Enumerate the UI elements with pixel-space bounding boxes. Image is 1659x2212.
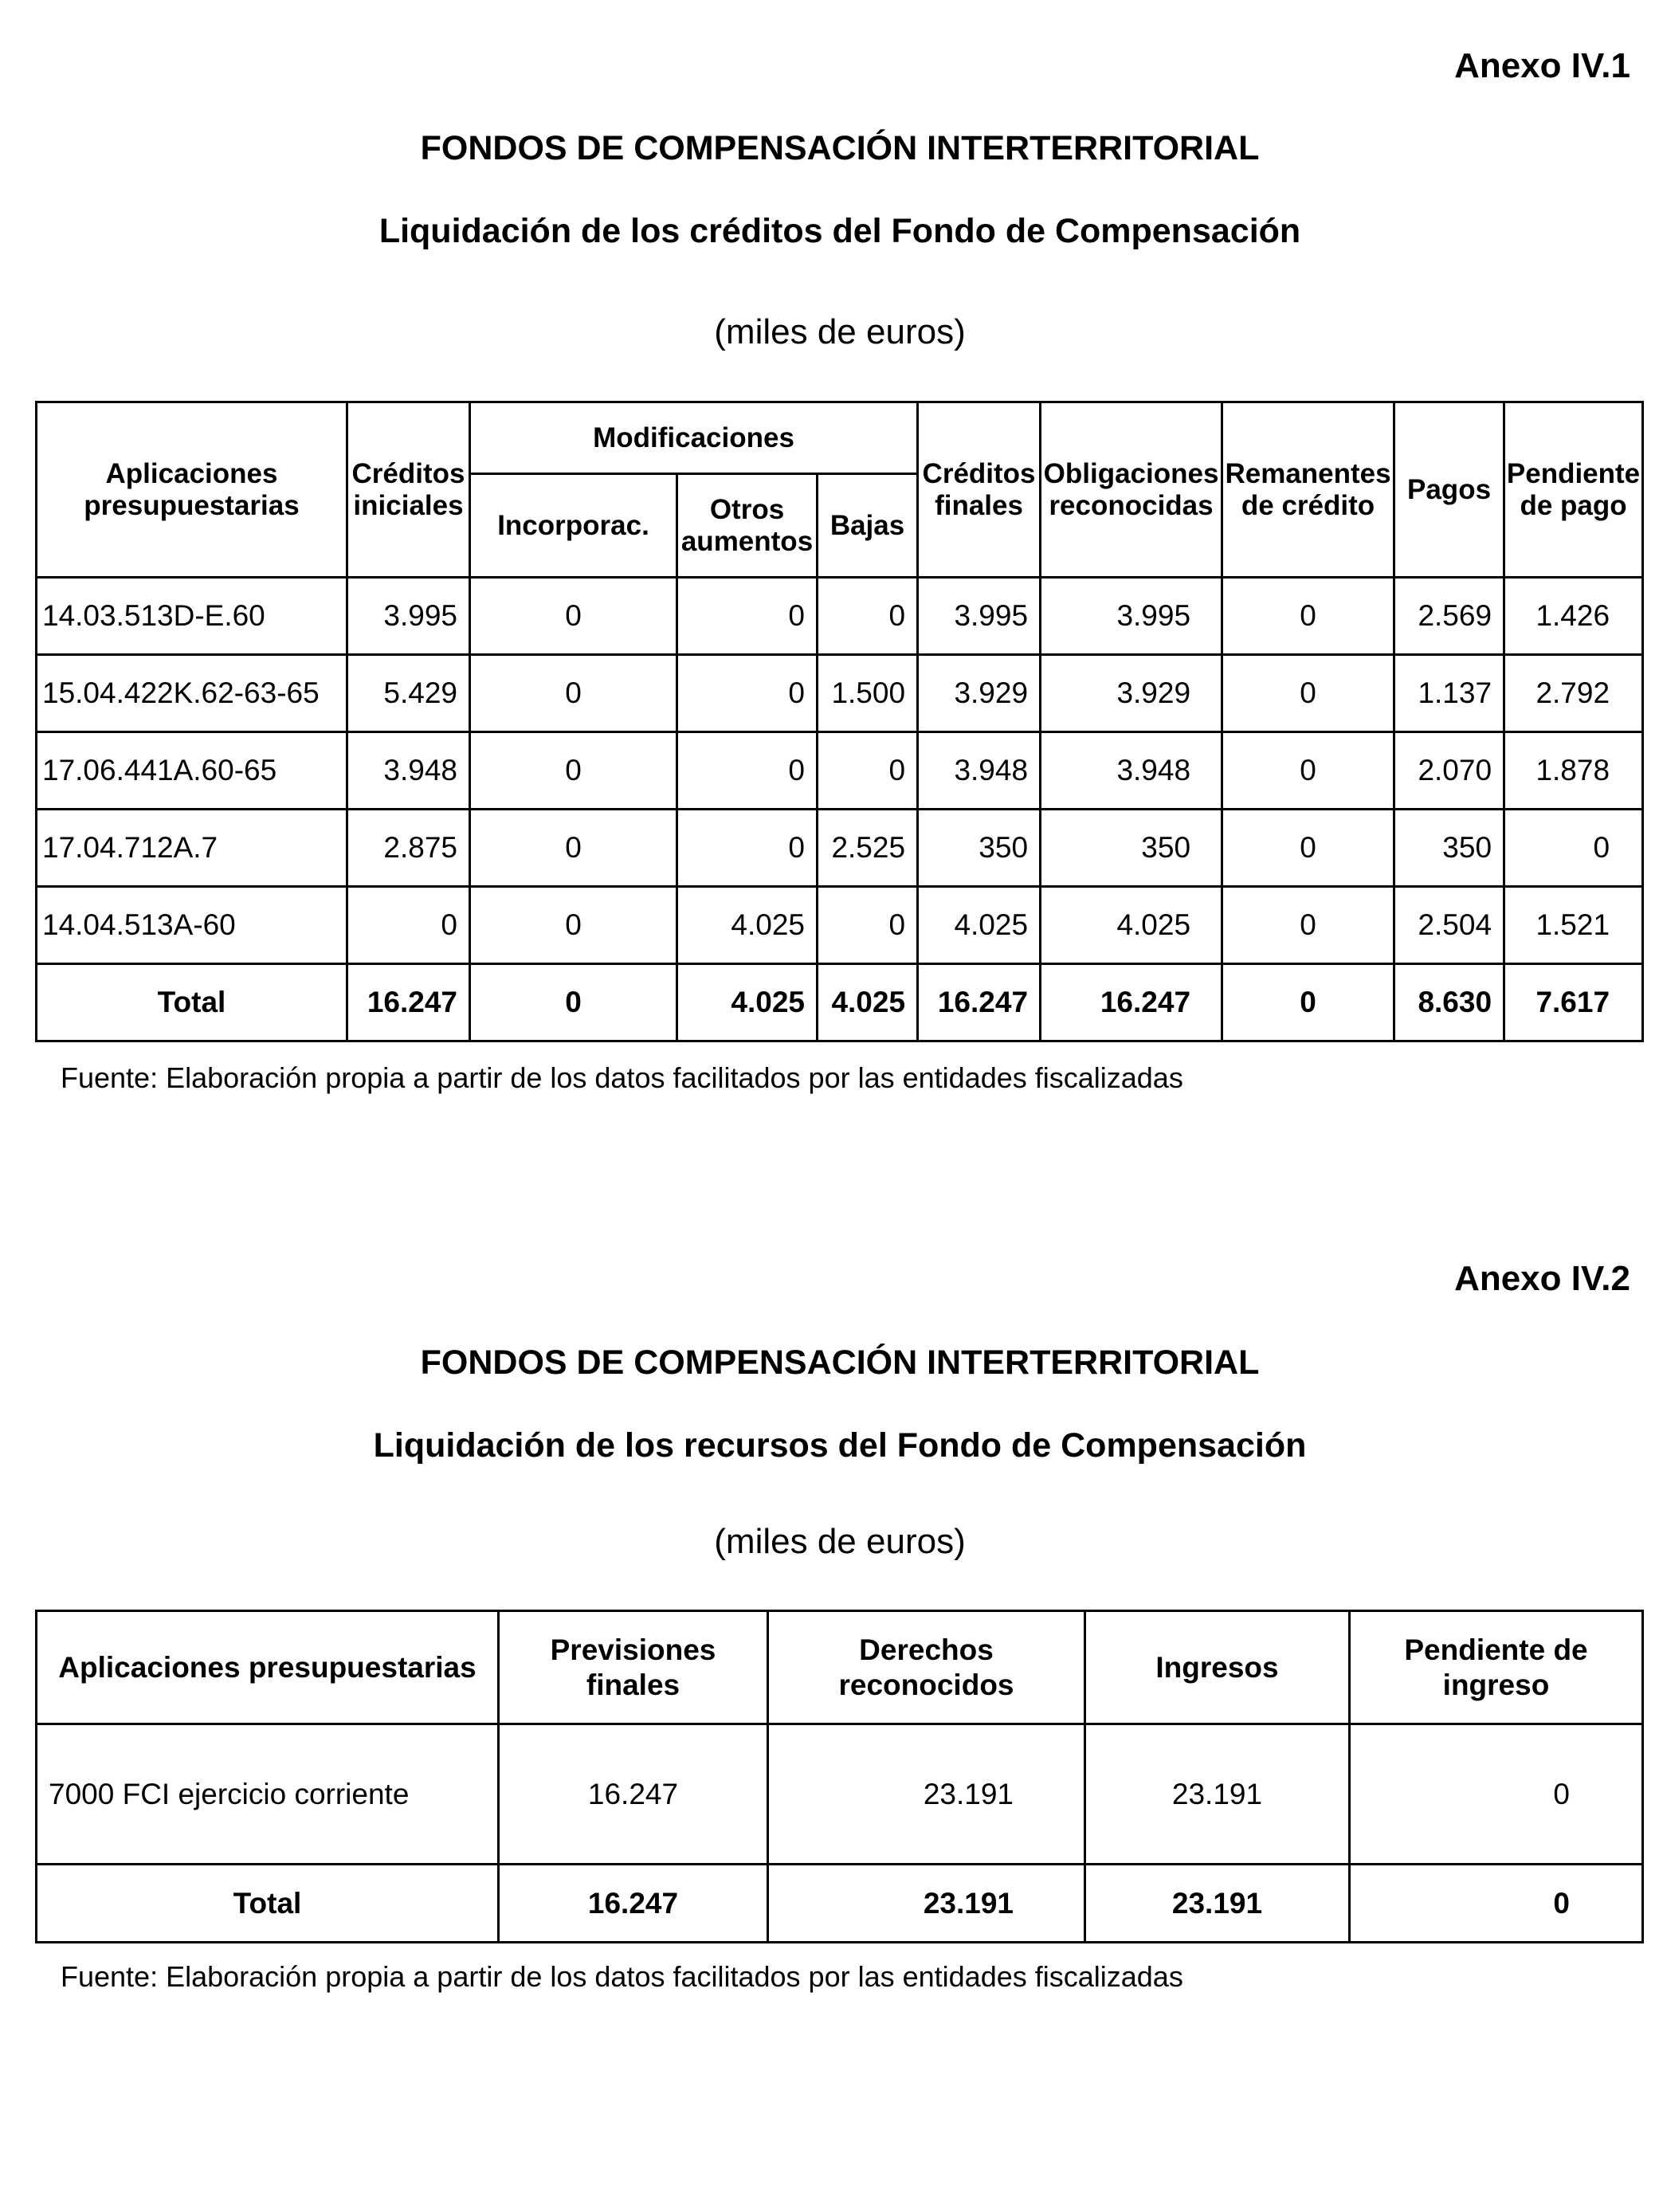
header-creditos-finales: Créditos finales bbox=[918, 402, 1041, 578]
cell-total-incorporac: 0 bbox=[470, 964, 677, 1041]
cell-incorporac: 0 bbox=[470, 655, 677, 732]
cell-iniciales: 3.995 bbox=[347, 578, 470, 655]
cell-aplicacion: 14.04.513A-60 bbox=[37, 887, 347, 964]
cell-iniciales: 0 bbox=[347, 887, 470, 964]
annex-2-units: (miles de euros) bbox=[714, 1522, 966, 1561]
cell-finales: 4.025 bbox=[918, 887, 1041, 964]
cell-aplicacion: 17.06.441A.60-65 bbox=[37, 732, 347, 810]
annex-1-label: Anexo IV.1 bbox=[1454, 46, 1630, 85]
cell-pagos: 2.070 bbox=[1394, 732, 1504, 810]
cell-total-iniciales: 16.247 bbox=[347, 964, 470, 1041]
header-pagos: Pagos bbox=[1394, 402, 1504, 578]
cell-ingresos: 23.191 bbox=[1085, 1724, 1350, 1865]
annex-1-source-note: Fuente: Elaboración propia a partir de los datos facilitados por las entidades fiscalizadas bbox=[61, 1061, 1183, 1094]
cell-incorporac: 0 bbox=[470, 732, 677, 810]
cell-total-pagos: 8.630 bbox=[1394, 964, 1504, 1041]
cell-iniciales: 2.875 bbox=[347, 810, 470, 887]
cell-total-label: Total bbox=[37, 1865, 499, 1943]
cell-pagos: 350 bbox=[1394, 810, 1504, 887]
annex-2-label: Anexo IV.2 bbox=[1454, 1259, 1630, 1298]
cell-obligaciones: 3.929 bbox=[1041, 655, 1222, 732]
cell-pendiente-ingreso: 0 bbox=[1350, 1724, 1643, 1865]
cell-total-otros: 4.025 bbox=[677, 964, 818, 1041]
cell-total-finales: 16.247 bbox=[918, 964, 1041, 1041]
header-pendiente-ingreso: Pendiente de ingreso bbox=[1350, 1611, 1643, 1724]
header-otros-aumentos: Otros aumentos bbox=[677, 474, 818, 578]
cell-incorporac: 0 bbox=[470, 887, 677, 964]
annex-2-source-note: Fuente: Elaboración propia a partir de los datos facilitados por las entidades fiscalizadas bbox=[61, 1960, 1183, 1993]
cell-remanentes: 0 bbox=[1222, 810, 1394, 887]
cell-bajas: 0 bbox=[818, 732, 918, 810]
cell-aplicacion: 17.04.712A.7 bbox=[37, 810, 347, 887]
header-obligaciones: Obligaciones reconocidas bbox=[1041, 402, 1222, 578]
cell-otros: 0 bbox=[677, 578, 818, 655]
cell-finales: 3.948 bbox=[918, 732, 1041, 810]
cell-finales: 350 bbox=[918, 810, 1041, 887]
cell-iniciales: 3.948 bbox=[347, 732, 470, 810]
cell-derechos: 23.191 bbox=[768, 1724, 1085, 1865]
header-ingresos: Ingresos bbox=[1085, 1611, 1350, 1724]
annex-2-subtitle: Liquidación de los recursos del Fondo de Compensación bbox=[373, 1426, 1307, 1465]
cell-otros: 0 bbox=[677, 732, 818, 810]
cell-total-bajas: 4.025 bbox=[818, 964, 918, 1041]
cell-total-derechos: 23.191 bbox=[768, 1865, 1085, 1943]
table-row bbox=[37, 655, 1643, 732]
header-derechos: Derechos reconocidos bbox=[768, 1611, 1085, 1724]
table-row bbox=[37, 1724, 1643, 1865]
cell-otros: 0 bbox=[677, 655, 818, 732]
cell-aplicacion: 14.03.513D-E.60 bbox=[37, 578, 347, 655]
annex-2-title: FONDOS DE COMPENSACIÓN INTERTERRITORIAL bbox=[420, 1343, 1260, 1382]
cell-incorporac: 0 bbox=[470, 578, 677, 655]
header-aplicaciones: Aplicaciones presupuestarias bbox=[37, 402, 347, 578]
table-row bbox=[37, 578, 1643, 655]
cell-bajas: 2.525 bbox=[818, 810, 918, 887]
cell-total-ingresos: 23.191 bbox=[1085, 1865, 1350, 1943]
cell-bajas: 0 bbox=[818, 887, 918, 964]
cell-aplicacion: 15.04.422K.62-63-65 bbox=[37, 655, 347, 732]
table-row bbox=[37, 732, 1643, 810]
header-modificaciones: Modificaciones bbox=[470, 402, 918, 474]
total-row bbox=[37, 964, 1643, 1041]
cell-total-obligaciones: 16.247 bbox=[1041, 964, 1222, 1041]
cell-bajas: 1.500 bbox=[818, 655, 918, 732]
cell-pendiente: 1.426 bbox=[1504, 578, 1643, 655]
cell-otros: 0 bbox=[677, 810, 818, 887]
cell-remanentes: 0 bbox=[1222, 655, 1394, 732]
cell-bajas: 0 bbox=[818, 578, 918, 655]
cell-obligaciones: 3.995 bbox=[1041, 578, 1222, 655]
cell-total-pendiente: 7.617 bbox=[1504, 964, 1643, 1041]
cell-remanentes: 0 bbox=[1222, 732, 1394, 810]
total-row bbox=[37, 1865, 1643, 1943]
header-bajas: Bajas bbox=[818, 474, 918, 578]
cell-pendiente: 0 bbox=[1504, 810, 1643, 887]
header-remanentes: Remanentes de crédito bbox=[1222, 402, 1394, 578]
table-row bbox=[37, 887, 1643, 964]
cell-pendiente: 2.792 bbox=[1504, 655, 1643, 732]
credits-table bbox=[35, 401, 1644, 1042]
annex-1-subtitle: Liquidación de los créditos del Fondo de Compensación bbox=[378, 212, 1301, 250]
resources-table bbox=[35, 1610, 1644, 1943]
header-previsiones: Previsiones finales bbox=[499, 1611, 768, 1724]
cell-obligaciones: 4.025 bbox=[1041, 887, 1222, 964]
cell-obligaciones: 350 bbox=[1041, 810, 1222, 887]
cell-obligaciones: 3.948 bbox=[1041, 732, 1222, 810]
cell-otros: 4.025 bbox=[677, 887, 818, 964]
cell-pendiente: 1.521 bbox=[1504, 887, 1643, 964]
header-aplicaciones-2: Aplicaciones presupuestarias bbox=[37, 1611, 499, 1724]
cell-pendiente: 1.878 bbox=[1504, 732, 1643, 810]
cell-iniciales: 5.429 bbox=[347, 655, 470, 732]
cell-total-pendiente-ingreso: 0 bbox=[1350, 1865, 1643, 1943]
header-creditos-iniciales: Créditos iniciales bbox=[347, 402, 470, 578]
cell-total-previsiones: 16.247 bbox=[499, 1865, 768, 1943]
cell-remanentes: 0 bbox=[1222, 887, 1394, 964]
cell-pagos: 2.569 bbox=[1394, 578, 1504, 655]
cell-total-remanentes: 0 bbox=[1222, 964, 1394, 1041]
cell-finales: 3.995 bbox=[918, 578, 1041, 655]
cell-aplicacion: 7000 FCI ejercicio corriente bbox=[37, 1724, 499, 1865]
header-pendiente: Pendiente de pago bbox=[1504, 402, 1643, 578]
cell-previsiones: 16.247 bbox=[499, 1724, 768, 1865]
cell-total-label: Total bbox=[37, 964, 347, 1041]
cell-pagos: 1.137 bbox=[1394, 655, 1504, 732]
annex-1-units: (miles de euros) bbox=[714, 312, 966, 351]
cell-incorporac: 0 bbox=[470, 810, 677, 887]
table-row bbox=[37, 810, 1643, 887]
cell-remanentes: 0 bbox=[1222, 578, 1394, 655]
cell-finales: 3.929 bbox=[918, 655, 1041, 732]
annex-1-title: FONDOS DE COMPENSACIÓN INTERTERRITORIAL bbox=[420, 129, 1260, 167]
cell-pagos: 2.504 bbox=[1394, 887, 1504, 964]
header-incorporac: Incorporac. bbox=[470, 474, 677, 578]
